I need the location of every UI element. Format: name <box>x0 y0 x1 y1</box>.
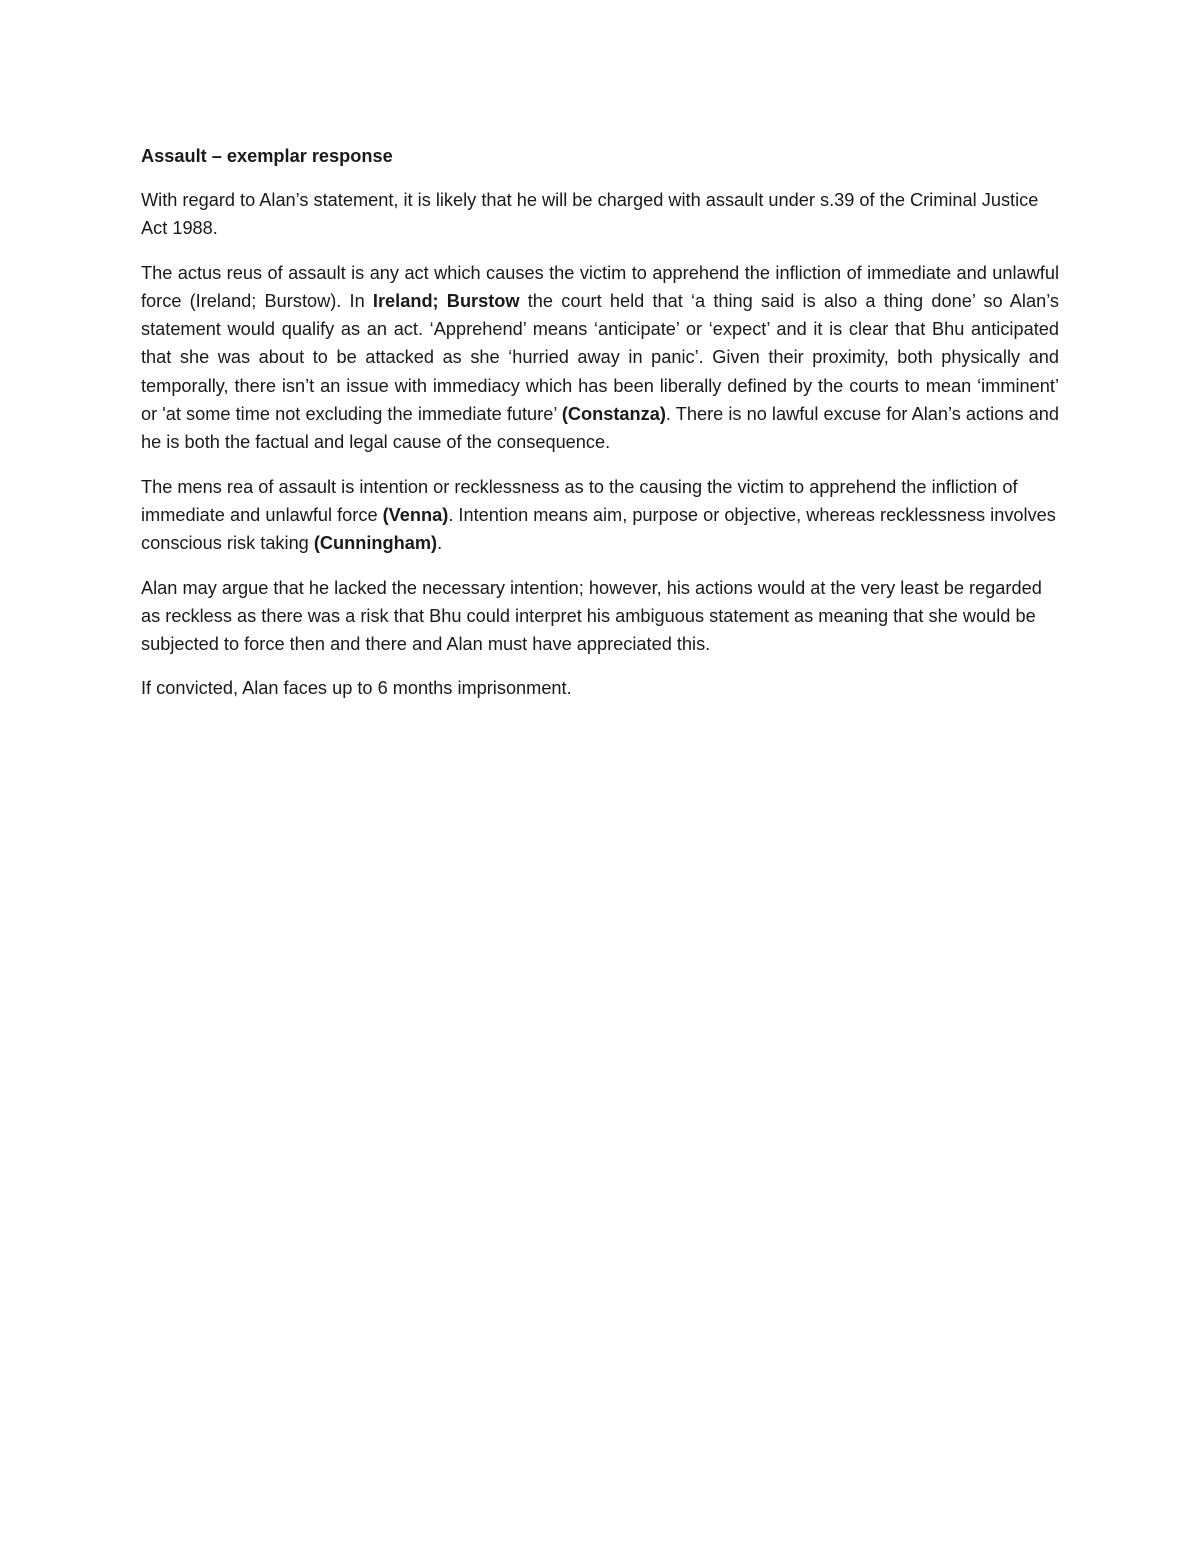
paragraph-mens-rea <box>141 473 1059 558</box>
case-citation: (Venna) <box>382 504 449 525</box>
paragraph-charge: With regard to Alan’s statement, it is likely that he will be charged with assault under s.39 of the Criminal Justice Act 1988. <box>141 190 1039 239</box>
paragraph-text: The mens rea of assault is intention or recklessness as to the causing the victim to apprehend the infliction of immediate and unlawful force <box>141 476 1018 525</box>
paragraph-defence: Alan may argue that he lacked the necessary intention; however, his actions would at the very least be regarded as reckless as there was a risk that Bhu could interpret his ambiguous statement as meaning that she would be subjected to force then and there and Alan must have appreciated this. <box>141 577 1042 655</box>
paragraph-sentence: If convicted, Alan faces up to 6 months imprisonment. <box>141 678 572 699</box>
paragraph-text: . There is no lawful excuse for Alan’s actions and he is both the factual and legal cause of the consequence. <box>141 404 1059 453</box>
document-body <box>141 142 1059 719</box>
paragraph-actus-reus <box>141 259 1059 457</box>
document-title: Assault – exemplar response <box>141 146 393 166</box>
paragraph-text: . <box>437 533 443 554</box>
paragraph-text: The actus reus of assault is any act which causes the victim to apprehend the infliction of immediate and unlawful force (Ireland; Burstow). In <box>141 262 1059 311</box>
paragraph-text: . Intention means aim, purpose or objective, whereas recklessness involves conscious risk taking <box>141 504 1056 554</box>
case-citation: (Cunningham) <box>313 533 438 554</box>
case-citation: Ireland; Burstow <box>372 290 520 311</box>
paragraph-text: the court held that ‘a thing said is also a thing done’ so Alan’s statement would qualify as an act. ‘Apprehend’ means ‘anticipate’ or ‘expect’ and it is clear that Bhu anticipated that she was about to be attacked as she ‘hurried away in panic’. Given their proximity, both physically and temporally, there isn’t an issue with immediacy which has been liberally defined by the courts to mean ‘imminent’ or 'at some time not excluding the immediate future’ <box>141 290 1059 425</box>
case-citation: (Constanza) <box>561 404 666 425</box>
